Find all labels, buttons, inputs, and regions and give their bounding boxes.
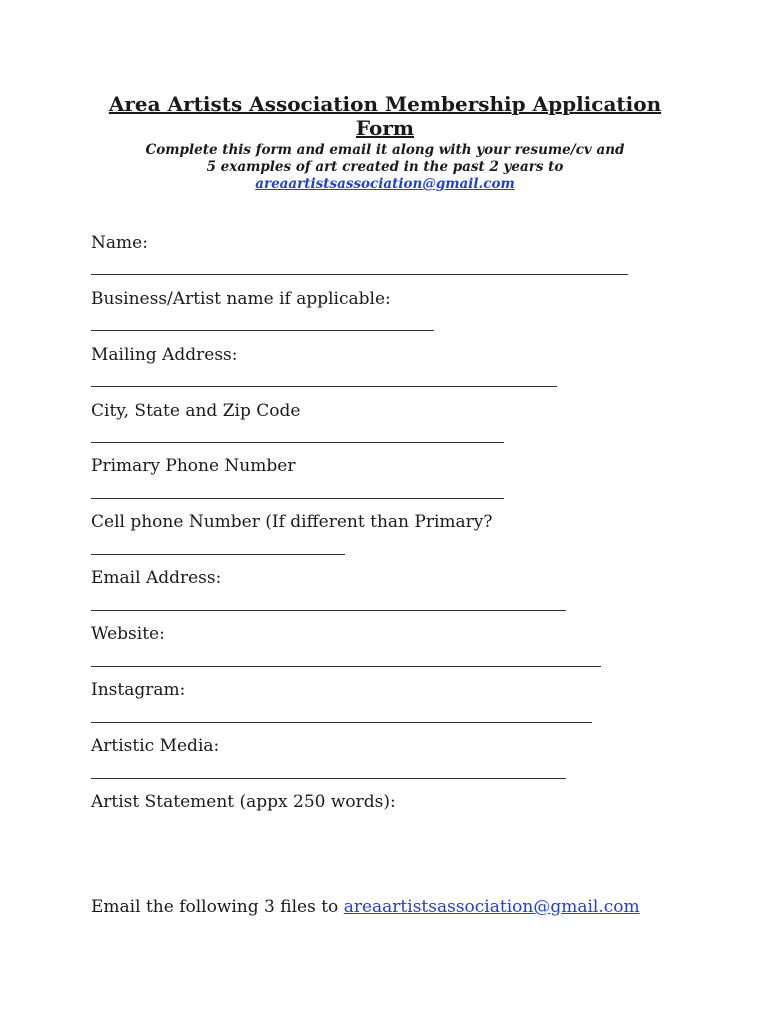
form-instructions (90, 142, 680, 193)
artistic-media-fill-line[interactable] (91, 778, 566, 779)
form-title-line-2: Form (355, 116, 415, 140)
name-fill-line[interactable] (91, 274, 628, 275)
field-label-artistic-media: Artistic Media: (91, 736, 220, 756)
website-fill-line[interactable] (91, 666, 601, 667)
business-fill-line[interactable] (91, 330, 434, 331)
form-title (90, 92, 680, 140)
instructions-email-link[interactable]: areaartistsassociation@gmail.com (255, 176, 515, 192)
primary-phone-fill-line[interactable] (91, 498, 504, 499)
form-title-line-1: Area Artists Association Membership Application (108, 92, 662, 116)
field-label-cell-phone: Cell phone Number (If different than Primary? (91, 512, 493, 532)
city-state-zip-fill-line[interactable] (91, 442, 504, 443)
field-label-business: Business/Artist name if applicable: (91, 289, 391, 309)
field-label-city-state-zip: City, State and Zip Code (91, 401, 301, 421)
email-fill-line[interactable] (91, 610, 566, 611)
instructions-line-1: Complete this form and email it along with your resume/cv and (145, 142, 625, 158)
field-label-mailing-address: Mailing Address: (91, 345, 238, 365)
field-label-artist-statement: Artist Statement (appx 250 words): (91, 792, 396, 812)
footer-instructions (91, 896, 640, 918)
field-label-email: Email Address: (91, 568, 222, 588)
footer-email-link[interactable]: areaartistsassociation@gmail.com (343, 897, 640, 917)
field-label-instagram: Instagram: (91, 680, 186, 700)
field-label-website: Website: (91, 624, 165, 644)
mailing-address-fill-line[interactable] (91, 386, 557, 387)
footer-text: Email the following 3 files to (91, 897, 344, 917)
field-label-primary-phone: Primary Phone Number (91, 456, 296, 476)
instructions-line-2: 5 examples of art created in the past 2 years to (206, 159, 564, 175)
cell-phone-fill-line[interactable] (91, 554, 345, 555)
field-label-name: Name: (91, 233, 148, 253)
instagram-fill-line[interactable] (91, 722, 592, 723)
